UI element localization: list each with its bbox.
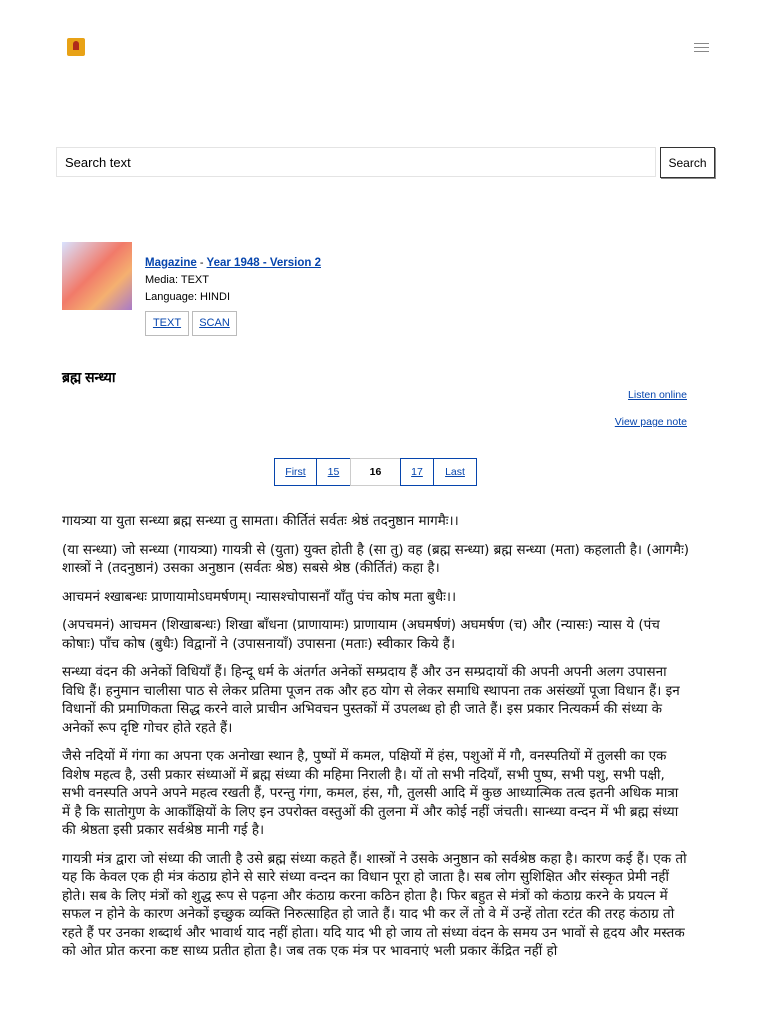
language-label: Language: HINDI [145,291,230,303]
pagination-next[interactable]: 17 [400,458,434,486]
text-format-button[interactable]: TEXT [145,311,189,336]
pagination-prev[interactable]: 15 [316,458,351,486]
article-body [62,512,690,971]
paragraph: आचमनं श्खाबन्धः प्राणायामोऽघमर्षणम्। न्यासश्चोपासनाँ याँतु पंच कोष मता बुधैः।। [62,588,457,605]
search-input[interactable] [56,147,656,177]
pagination-current: 16 [350,458,401,486]
hamburger-menu-icon[interactable] [694,43,709,54]
paragraph: (या सन्ध्या) जो सन्ध्या (गायत्र्या) गायत्री से (युता) युक्त होती है (सा तु) वह (ब्रह्म सन्ध्या) ब्रह्म सन्ध्या (मता) कहलाती है। (आगमैः) शास्त्रों ने (तदनुष्ठानं) उसका अनुष्ठान (सर्वतः श्रेष्ठ) सबसे श्रेष्ठ (कीर्तितं) कहा है। [62,541,690,576]
media-label: Media: TEXT [145,274,209,286]
search-button[interactable]: Search [660,147,715,178]
pagination-first[interactable]: First [274,458,317,486]
book-meta [145,255,321,306]
meta-separator: - [196,257,207,269]
paragraph: गायत्री मंत्र द्वारा जो संध्या की जाती है उसे ब्रह्म संध्या कहते हैं। शास्त्रों ने उसके अनुष्ठान को सर्वश्रेष्ठ कहा है। कारण कई हैं। एक तो यह कि केवल एक ही मंत्र कंठाग्र होने से सारे संध्या वन्दन का विधान पूरा हो जाता है। सब लोग सुशिक्षित और संस्कृत प्रेमी नहीं होते। सब के लिए मंत्रों को शुद्ध रूप से पढ़ना और कंठाग्र करना कठिन होता है। फिर बहुत से मंत्रों को कंठाग्र करने के प्रयत्न में सफल न होने के कारण अनेकों इच्छुक व्यक्ति निरुत्साहित हो जाते हैं। याद भी कर लें तो वे में उन्हें तोता रटंत की तरह कंठाग्र तो रहते हैं पर उनका शब्दार्थ और भावार्थ याद नहीं होता। यदि याद भी हो जाय तो संध्या वंदन के समय उन भावों से हृदय और मस्तक को ओत प्रोत करना कष्ट साध्य प्रतीत होता है। जब तक एक मंत्र पर भावनाएं भली प्रकार केंद्रित नहीं हो [62,850,687,959]
paragraph: जैसे नदियों में गंगा का अपना एक अनोखा स्थान है, पुष्पों में कमल, पक्षियों में हंस, पशुओं में गौ, वनस्पतियों में तुलसी का एक विशेष महत्व है, उसी प्रकार संध्याओं में ब्रह्म संध्या की महिमा निराली है। यों तो सभी नदियाँ, सभी पुष्प, सभी पशु, सभी पक्षी, सभी वनस्पति अपने अपने महत्व रखती हैं, परन्तु गंगा, कमल, हंस, गौ, तुलसी आदि में कुछ आध्यात्मिक तत्व इतनी अधिक मात्रा में है कि सातोगुण के आकाँक्षियों के लिए इन उपरोक्त वस्तुओं की तुलना में और कोई नहीं जंचती। सान्ध्या वन्दन में भी ब्रह्म संध्या की श्रेष्ठता इसी प्रकार सर्वश्रेष्ठ मानी गई है। [62,748,679,838]
paragraph: गायत्र्या या युता सन्ध्या ब्रह्म सन्ध्या तु सामता। कीर्तितं सर्वतः श्रेष्ठं तदनुष्ठान मागमैः।। [62,513,459,529]
paragraph: सन्ध्या वंदन की अनेकों विधियाँ हैं। हिन्दू धर्म के अंतर्गत अनेकों सम्प्रदाय हैं और उन सम्प्रदायों की अपनी अपनी अलग उपासना विधि हैं। हनुमान चालीसा पाठ से लेकर प्रतिमा पूजन तक और हठ योग से लेकर समाधि स्थापना तक असंख्यों पूजा विधान हैं। इन विधानों की प्रमाणिकता सिद्ध करने वाले प्राचीन अभिवचन पुस्तकों में उपलब्ध हो ही जाते हैं। इस प्रकार नित्यकर्म की संध्या के अनेकों रूप दृष्टि गोचर होते रहते हैं। [62,664,680,736]
paragraph: (अपचमनं) आचमन (शिखाबन्धः) शिखा बाँधना (प्राणायामः) प्राणायाम (अघमर्षणं) अघमर्षण (च) और (न्यासः) न्यास ये (पंच कोषाः) पाँच कोष (बुधैः) विद्वानों ने (उपासनायाँ) उपासना (मताः) स्वीकार किये हैं। [62,617,660,652]
scan-format-button[interactable]: SCAN [192,311,237,336]
article-title: ब्रह्म सन्ध्या [62,369,116,385]
listen-online-link[interactable]: Listen online [628,389,687,401]
magazine-cover-image[interactable] [62,242,132,310]
magazine-link[interactable]: Magazine [145,257,197,269]
view-page-note-link[interactable]: View page note [614,416,687,428]
year-link[interactable]: Year 1948 - Version 2 [206,257,321,269]
pagination-last[interactable]: Last [433,458,477,486]
site-logo-icon[interactable] [67,38,85,56]
